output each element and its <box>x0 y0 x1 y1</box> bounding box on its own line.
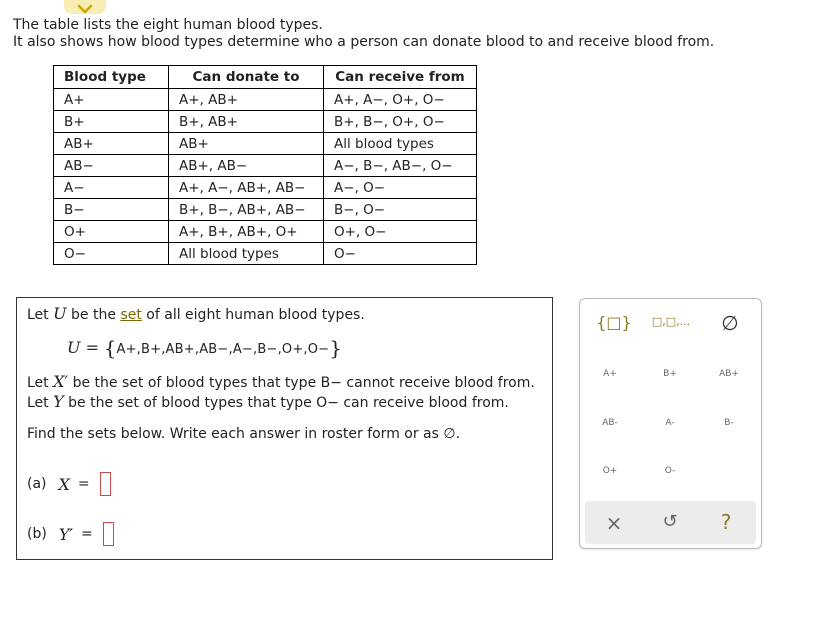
answer-a-input[interactable] <box>100 472 111 496</box>
table-cell: B− <box>54 199 169 221</box>
table-cell: AB+, AB− <box>169 155 324 177</box>
help-icon[interactable]: ? <box>720 510 732 534</box>
table-cell: O+, O− <box>324 221 477 243</box>
table-cell: All blood types <box>169 243 324 265</box>
undo-icon[interactable]: ↺ <box>662 511 678 532</box>
table-cell: O− <box>324 243 477 265</box>
column-header: Can donate to <box>169 66 324 89</box>
part-b-variable: Y′ <box>58 524 74 544</box>
problem-panel <box>16 297 553 560</box>
part-b: (b) Y′ = <box>27 522 114 546</box>
key-o-negative[interactable]: O- <box>664 466 676 476</box>
y-variable: Y <box>53 392 64 411</box>
universal-set-definition: Let U be the set of all eight human blood types. <box>27 304 365 323</box>
table-cell: A−, B−, AB−, O− <box>324 155 477 177</box>
instructions: Find the sets below. Write each answer in roster form or as ∅. <box>27 426 461 442</box>
table-cell: B+, B−, AB+, AB− <box>169 199 324 221</box>
table-cell: A−, O− <box>324 177 477 199</box>
set-y-definition: Let Y be the set of blood types that type O− can receive blood from. <box>27 392 509 411</box>
table-row <box>54 221 477 243</box>
table-cell: AB− <box>54 155 169 177</box>
key-b-negative[interactable]: B- <box>724 418 734 428</box>
table-cell: A+, AB+ <box>169 89 324 111</box>
set-x-definition: Let X′ be the set of blood types that type B− cannot receive blood from. <box>27 372 535 391</box>
blood-type-table <box>53 65 477 265</box>
table-cell: A+, A−, AB+, AB− <box>169 177 324 199</box>
key-o-positive[interactable]: O+ <box>602 466 618 476</box>
table-cell: B−, O− <box>324 199 477 221</box>
table-cell: A+ <box>54 89 169 111</box>
clear-icon[interactable]: × <box>605 511 623 535</box>
column-header: Can receive from <box>324 66 477 89</box>
table-cell: A+, A−, O+, O− <box>324 89 477 111</box>
universal-set-expression: U = {A+,B+,AB+,AB−,A−,B−,O+,O−} <box>67 336 343 360</box>
table-cell: B+ <box>54 111 169 133</box>
table-cell: A− <box>54 177 169 199</box>
table-cell: AB+ <box>54 133 169 155</box>
intro-text <box>13 17 714 51</box>
table-header-row <box>54 66 477 89</box>
table-cell: A+, B+, AB+, O+ <box>169 221 324 243</box>
column-header: Blood type <box>54 66 169 89</box>
table-row <box>54 199 477 221</box>
table-cell: O− <box>54 243 169 265</box>
table-row <box>54 111 477 133</box>
keypad-action-bar <box>585 501 756 544</box>
table-row <box>54 177 477 199</box>
key-ab-positive[interactable]: AB+ <box>719 369 739 379</box>
key-a-negative[interactable]: A- <box>665 418 675 428</box>
table-row <box>54 133 477 155</box>
table-cell: B+, B−, O+, O− <box>324 111 477 133</box>
answer-b-input[interactable] <box>103 522 114 546</box>
u-variable: U <box>53 304 67 323</box>
chevron-down-icon <box>77 4 93 14</box>
chevron-badge[interactable] <box>64 0 106 14</box>
key-b-positive[interactable]: B+ <box>663 369 677 379</box>
x-prime-variable: X′ <box>53 372 69 391</box>
table-cell: B+, AB+ <box>169 111 324 133</box>
empty-set-button[interactable]: ∅ <box>721 311 739 335</box>
table-cell: All blood types <box>324 133 477 155</box>
set-link[interactable]: set <box>120 307 142 323</box>
table-cell: O+ <box>54 221 169 243</box>
table-cell: AB+ <box>169 133 324 155</box>
part-b-label: (b) <box>27 526 47 542</box>
key-a-positive[interactable]: A+ <box>603 369 617 379</box>
set-braces-button[interactable]: {□} <box>596 313 632 332</box>
part-a: (a) X = <box>27 472 111 496</box>
key-ab-negative[interactable]: AB- <box>602 418 618 428</box>
intro-line-2: It also shows how blood types determine who a person can donate blood to and receive blood from. <box>13 34 715 50</box>
part-a-variable: X <box>58 474 70 494</box>
u-equals: U = <box>67 338 99 357</box>
math-keypad <box>579 298 762 549</box>
part-a-label: (a) <box>27 476 47 492</box>
list-button[interactable]: □,□,... <box>651 315 691 328</box>
intro-line-1: The table lists the eight human blood types. <box>13 17 323 33</box>
universal-set-items: A+,B+,AB+,AB−,A−,B−,O+,O− <box>116 342 330 357</box>
table-row <box>54 89 477 111</box>
table-row <box>54 243 477 265</box>
table-row <box>54 155 477 177</box>
